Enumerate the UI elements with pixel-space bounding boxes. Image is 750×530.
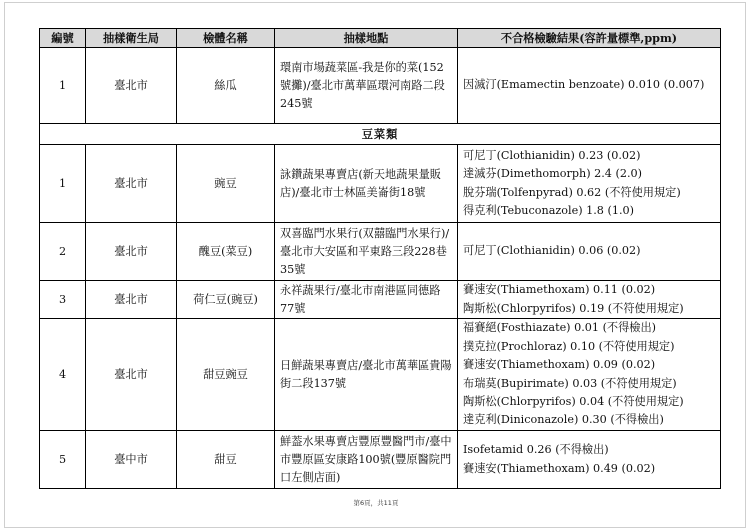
result-line: 陶斯松(Chlorpyrifos) 0.19 (不符使用規定) <box>463 301 684 315</box>
header-no: 編號 <box>40 29 86 48</box>
cell-sample: 絲瓜 <box>177 48 275 124</box>
result-line: Isofetamid 0.26 (不得檢出) <box>463 443 609 457</box>
result-line: 得克利(Tebuconazole) 1.8 (1.0) <box>463 203 635 217</box>
result-line: 賽速安(Thiamethoxam) 0.09 (0.02) <box>463 358 656 372</box>
cell-location: 双喜臨門水果行(双囍臨門水果行)/臺北市大安區和平東路三段228巷35號 <box>275 223 458 281</box>
cell-result <box>458 48 721 124</box>
cell-result <box>458 319 721 431</box>
header-result: 不合格檢驗結果(容許量標準,ppm) <box>458 29 721 48</box>
cell-location: 日鮮蔬果專賣店/臺北市萬華區貴陽街二段137號 <box>275 319 458 431</box>
result-line: 賽速安(Thiamethoxam) 0.49 (0.02) <box>463 461 656 475</box>
page-number: 第6頁，共11頁 <box>353 499 399 507</box>
cell-no: 3 <box>40 281 86 319</box>
cell-no: 1 <box>40 48 86 124</box>
inspection-table <box>39 28 721 489</box>
table-row <box>40 145 721 223</box>
cell-bureau: 臺北市 <box>86 145 177 223</box>
cell-bureau: 臺北市 <box>86 48 177 124</box>
section-title: 豆菜類 <box>40 124 721 145</box>
header-location: 抽樣地點 <box>275 29 458 48</box>
cell-result <box>458 431 721 489</box>
section-row <box>40 124 721 145</box>
result-line: 因滅汀(Emamectin benzoate) 0.010 (0.007) <box>463 78 705 92</box>
cell-sample: 豌豆 <box>177 145 275 223</box>
result-line: 陶斯松(Chlorpyrifos) 0.04 (不符使用規定) <box>463 394 684 408</box>
result-line: 撲克拉(Prochloraz) 0.10 (不符使用規定) <box>463 339 675 353</box>
result-line: 可尼丁(Clothianidin) 0.06 (0.02) <box>463 244 641 258</box>
header-bureau: 抽樣衛生局 <box>86 29 177 48</box>
result-line: 賽速安(Thiamethoxam) 0.11 (0.02) <box>463 283 656 297</box>
cell-result <box>458 145 721 223</box>
cell-location: 鮮葢水果專賣店豐原豐醫門市/臺中市豐原區安康路100號(豐原醫院門口左側店面) <box>275 431 458 489</box>
cell-result <box>458 223 721 281</box>
cell-sample: 荷仁豆(豌豆) <box>177 281 275 319</box>
result-line: 達滅芬(Dimethomorph) 2.4 (2.0) <box>463 167 642 181</box>
cell-result <box>458 281 721 319</box>
table-row <box>40 281 721 319</box>
cell-bureau: 臺中市 <box>86 431 177 489</box>
cell-sample: 甜豆豌豆 <box>177 319 275 431</box>
cell-bureau: 臺北市 <box>86 223 177 281</box>
table-header-row <box>40 29 721 48</box>
cell-bureau: 臺北市 <box>86 319 177 431</box>
cell-no: 4 <box>40 319 86 431</box>
result-line: 福賽絕(Fosthiazate) 0.01 (不得檢出) <box>463 321 657 335</box>
table-row <box>40 431 721 489</box>
header-sample: 檢體名稱 <box>177 29 275 48</box>
cell-location: 永祥蔬果行/臺北市南港區同德路77號 <box>275 281 458 319</box>
document-page <box>4 2 746 528</box>
cell-no: 1 <box>40 145 86 223</box>
cell-sample: 甜豆 <box>177 431 275 489</box>
cell-bureau: 臺北市 <box>86 281 177 319</box>
cell-sample: 醜豆(菜豆) <box>177 223 275 281</box>
table-row <box>40 223 721 281</box>
table-row <box>40 48 721 124</box>
result-line: 達克利(Diniconazole) 0.30 (不得檢出) <box>463 413 664 427</box>
result-line: 可尼丁(Clothianidin) 0.23 (0.02) <box>463 148 641 162</box>
result-line: 脫芬瑞(Tolfenpyrad) 0.62 (不符使用規定) <box>463 185 681 199</box>
cell-location: 詠鑽蔬果專賣店(新天地蔬果量販店)/臺北市士林區美崙街18號 <box>275 145 458 223</box>
cell-no: 2 <box>40 223 86 281</box>
table-row <box>40 319 721 431</box>
cell-no: 5 <box>40 431 86 489</box>
cell-location: 環南市場蔬菜區-我是你的菜(152號攤)/臺北市萬華區環河南路二段245號 <box>275 48 458 124</box>
result-line: 布瑞莫(Bupirimate) 0.03 (不符使用規定) <box>463 376 677 390</box>
